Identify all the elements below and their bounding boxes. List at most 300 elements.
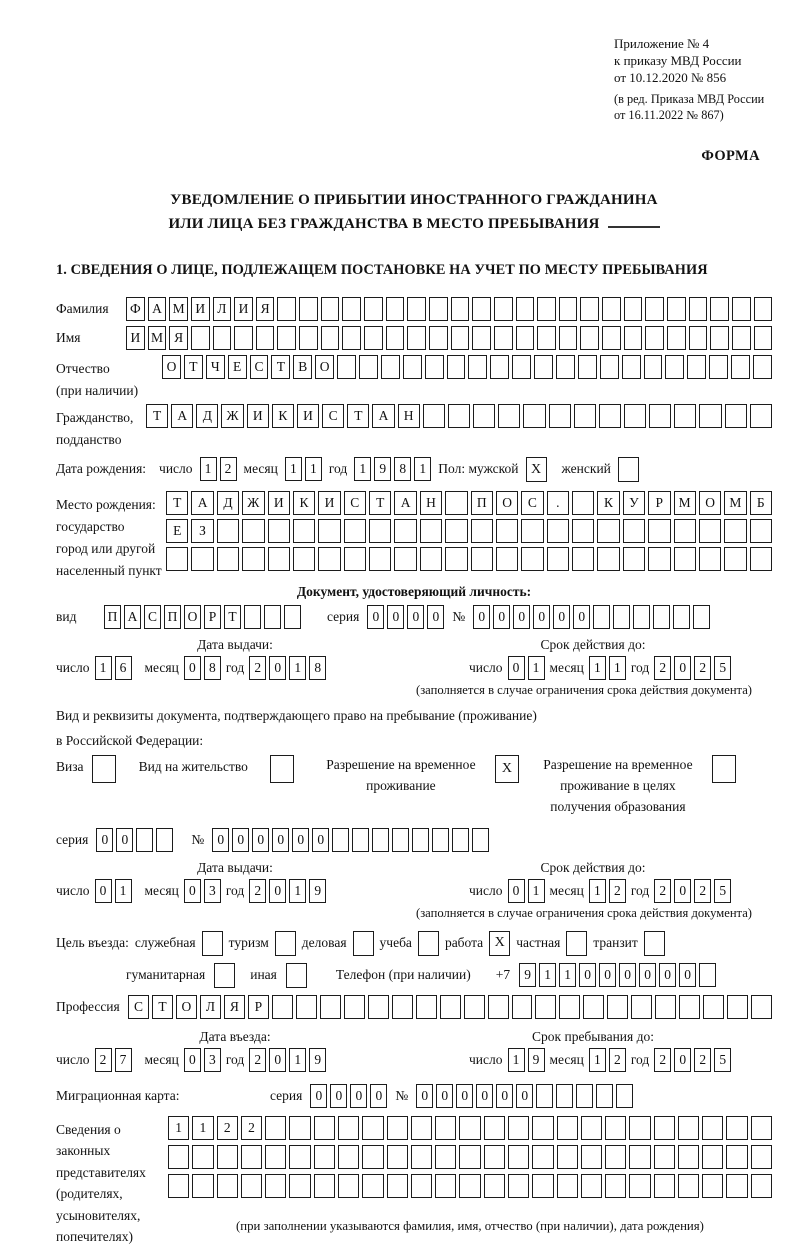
- purpose-business-checkbox[interactable]: [202, 931, 223, 956]
- char-cell[interactable]: [583, 995, 604, 1019]
- char-cell[interactable]: [213, 326, 232, 350]
- char-cell[interactable]: 0: [350, 1084, 367, 1108]
- char-cell[interactable]: [407, 326, 426, 350]
- char-cell[interactable]: 2: [654, 879, 671, 903]
- char-cell[interactable]: [556, 355, 575, 379]
- char-cell[interactable]: 0: [310, 1084, 327, 1108]
- char-cell[interactable]: 7: [115, 1048, 132, 1072]
- char-cell[interactable]: О: [496, 491, 518, 515]
- char-cell[interactable]: 0: [659, 963, 676, 987]
- char-cell[interactable]: [277, 297, 296, 321]
- char-cell[interactable]: [314, 1116, 335, 1140]
- char-cell[interactable]: Т: [369, 491, 391, 515]
- char-cell[interactable]: [616, 1084, 633, 1108]
- char-cell[interactable]: 2: [609, 879, 626, 903]
- purpose-private-checkbox[interactable]: [566, 931, 587, 956]
- char-cell[interactable]: [750, 519, 772, 543]
- char-cell[interactable]: [318, 547, 340, 571]
- char-cell[interactable]: [532, 1116, 553, 1140]
- char-cell[interactable]: И: [297, 404, 319, 428]
- char-cell[interactable]: 9: [309, 1048, 326, 1072]
- char-cell[interactable]: [136, 828, 153, 852]
- char-cell[interactable]: [655, 995, 676, 1019]
- char-cell[interactable]: [732, 326, 751, 350]
- char-cell[interactable]: 0: [619, 963, 636, 987]
- char-cell[interactable]: 2: [609, 1048, 626, 1072]
- char-cell[interactable]: М: [148, 326, 167, 350]
- char-cell[interactable]: [674, 519, 696, 543]
- char-cell[interactable]: [362, 1116, 383, 1140]
- char-cell[interactable]: [724, 519, 746, 543]
- char-cell[interactable]: Б: [750, 491, 772, 515]
- char-cell[interactable]: 0: [269, 656, 286, 680]
- char-cell[interactable]: 0: [496, 1084, 513, 1108]
- char-cell[interactable]: [289, 1116, 310, 1140]
- char-cell[interactable]: [751, 1145, 772, 1169]
- char-cell[interactable]: [580, 326, 599, 350]
- char-cell[interactable]: 0: [579, 963, 596, 987]
- char-cell[interactable]: [559, 326, 578, 350]
- char-cell[interactable]: [521, 547, 543, 571]
- char-cell[interactable]: [265, 1116, 286, 1140]
- rvp-education-checkbox[interactable]: [712, 755, 736, 783]
- char-cell[interactable]: 2: [249, 1048, 266, 1072]
- char-cell[interactable]: [726, 1116, 747, 1140]
- char-cell[interactable]: [559, 995, 580, 1019]
- char-cell[interactable]: Я: [224, 995, 245, 1019]
- char-cell[interactable]: [622, 355, 641, 379]
- char-cell[interactable]: 0: [427, 605, 444, 629]
- char-cell[interactable]: [359, 355, 378, 379]
- char-cell[interactable]: [572, 491, 594, 515]
- char-cell[interactable]: Я: [169, 326, 188, 350]
- char-cell[interactable]: [512, 995, 533, 1019]
- char-cell[interactable]: А: [148, 297, 167, 321]
- char-cell[interactable]: [572, 519, 594, 543]
- char-cell[interactable]: О: [184, 605, 201, 629]
- char-cell[interactable]: [293, 547, 315, 571]
- char-cell[interactable]: [674, 547, 696, 571]
- char-cell[interactable]: [516, 326, 535, 350]
- char-cell[interactable]: [234, 326, 253, 350]
- char-cell[interactable]: И: [126, 326, 145, 350]
- char-cell[interactable]: [484, 1145, 505, 1169]
- char-cell[interactable]: [644, 355, 663, 379]
- char-cell[interactable]: [447, 355, 466, 379]
- char-cell[interactable]: [265, 1145, 286, 1169]
- char-cell[interactable]: [459, 1174, 480, 1198]
- char-cell[interactable]: 1: [115, 879, 132, 903]
- char-cell[interactable]: [472, 326, 491, 350]
- char-cell[interactable]: [572, 547, 594, 571]
- char-cell[interactable]: [445, 547, 467, 571]
- char-cell[interactable]: [416, 995, 437, 1019]
- char-cell[interactable]: [338, 1174, 359, 1198]
- char-cell[interactable]: [508, 1116, 529, 1140]
- char-cell[interactable]: Т: [166, 491, 188, 515]
- char-cell[interactable]: [494, 326, 513, 350]
- char-cell[interactable]: [667, 297, 686, 321]
- char-cell[interactable]: [648, 547, 670, 571]
- char-cell[interactable]: 1: [305, 457, 322, 481]
- char-cell[interactable]: 2: [654, 656, 671, 680]
- char-cell[interactable]: 1: [609, 656, 626, 680]
- char-cell[interactable]: Т: [152, 995, 173, 1019]
- char-cell[interactable]: [549, 404, 571, 428]
- char-cell[interactable]: С: [128, 995, 149, 1019]
- char-cell[interactable]: [472, 297, 491, 321]
- rvp-checkbox[interactable]: X: [495, 755, 519, 783]
- char-cell[interactable]: П: [164, 605, 181, 629]
- char-cell[interactable]: [678, 1145, 699, 1169]
- char-cell[interactable]: 0: [330, 1084, 347, 1108]
- char-cell[interactable]: [217, 519, 239, 543]
- purpose-other-checkbox[interactable]: [286, 963, 307, 988]
- char-cell[interactable]: Л: [213, 297, 232, 321]
- char-cell[interactable]: [624, 404, 646, 428]
- char-cell[interactable]: [381, 355, 400, 379]
- char-cell[interactable]: [191, 547, 213, 571]
- char-cell[interactable]: Ж: [242, 491, 264, 515]
- char-cell[interactable]: [654, 1145, 675, 1169]
- char-cell[interactable]: 1: [192, 1116, 213, 1140]
- char-cell[interactable]: А: [124, 605, 141, 629]
- char-cell[interactable]: [168, 1145, 189, 1169]
- char-cell[interactable]: 0: [599, 963, 616, 987]
- char-cell[interactable]: [623, 547, 645, 571]
- char-cell[interactable]: 0: [184, 879, 201, 903]
- char-cell[interactable]: [412, 828, 429, 852]
- char-cell[interactable]: [607, 995, 628, 1019]
- char-cell[interactable]: [725, 404, 747, 428]
- char-cell[interactable]: 0: [407, 605, 424, 629]
- char-cell[interactable]: [702, 1145, 723, 1169]
- char-cell[interactable]: [272, 995, 293, 1019]
- char-cell[interactable]: [559, 297, 578, 321]
- char-cell[interactable]: [352, 828, 369, 852]
- char-cell[interactable]: [727, 995, 748, 1019]
- char-cell[interactable]: 0: [456, 1084, 473, 1108]
- char-cell[interactable]: 8: [394, 457, 411, 481]
- char-cell[interactable]: [217, 1174, 238, 1198]
- char-cell[interactable]: 0: [292, 828, 309, 852]
- char-cell[interactable]: 3: [204, 879, 221, 903]
- char-cell[interactable]: 0: [516, 1084, 533, 1108]
- residence-permit-checkbox[interactable]: [270, 755, 294, 783]
- char-cell[interactable]: [299, 297, 318, 321]
- char-cell[interactable]: [600, 355, 619, 379]
- char-cell[interactable]: Т: [224, 605, 241, 629]
- char-cell[interactable]: [629, 1174, 650, 1198]
- char-cell[interactable]: [471, 519, 493, 543]
- char-cell[interactable]: О: [699, 491, 721, 515]
- char-cell[interactable]: Л: [200, 995, 221, 1019]
- visa-checkbox[interactable]: [92, 755, 116, 783]
- char-cell[interactable]: [702, 1174, 723, 1198]
- char-cell[interactable]: [508, 1145, 529, 1169]
- char-cell[interactable]: [342, 297, 361, 321]
- char-cell[interactable]: [693, 605, 710, 629]
- char-cell[interactable]: [498, 404, 520, 428]
- char-cell[interactable]: [387, 1116, 408, 1140]
- char-cell[interactable]: 1: [528, 656, 545, 680]
- char-cell[interactable]: [241, 1145, 262, 1169]
- char-cell[interactable]: [344, 547, 366, 571]
- char-cell[interactable]: Я: [256, 297, 275, 321]
- char-cell[interactable]: [699, 404, 721, 428]
- char-cell[interactable]: О: [162, 355, 181, 379]
- char-cell[interactable]: [265, 1174, 286, 1198]
- char-cell[interactable]: [277, 326, 296, 350]
- char-cell[interactable]: А: [191, 491, 213, 515]
- char-cell[interactable]: 0: [493, 605, 510, 629]
- char-cell[interactable]: [581, 1145, 602, 1169]
- char-cell[interactable]: [702, 1116, 723, 1140]
- char-cell[interactable]: .: [547, 491, 569, 515]
- char-cell[interactable]: 1: [528, 879, 545, 903]
- char-cell[interactable]: [532, 1145, 553, 1169]
- sex-male-checkbox[interactable]: X: [526, 457, 547, 482]
- char-cell[interactable]: [654, 1116, 675, 1140]
- char-cell[interactable]: Д: [196, 404, 218, 428]
- char-cell[interactable]: 0: [116, 828, 133, 852]
- char-cell[interactable]: [581, 1116, 602, 1140]
- char-cell[interactable]: [445, 491, 467, 515]
- char-cell[interactable]: В: [293, 355, 312, 379]
- char-cell[interactable]: [602, 297, 621, 321]
- char-cell[interactable]: [293, 519, 315, 543]
- char-cell[interactable]: [344, 995, 365, 1019]
- char-cell[interactable]: Р: [248, 995, 269, 1019]
- purpose-commercial-checkbox[interactable]: [353, 931, 374, 956]
- char-cell[interactable]: [496, 547, 518, 571]
- char-cell[interactable]: [318, 519, 340, 543]
- char-cell[interactable]: 1: [589, 656, 606, 680]
- char-cell[interactable]: [581, 1174, 602, 1198]
- char-cell[interactable]: [576, 1084, 593, 1108]
- char-cell[interactable]: [653, 605, 670, 629]
- char-cell[interactable]: 1: [539, 963, 556, 987]
- char-cell[interactable]: 0: [573, 605, 590, 629]
- char-cell[interactable]: [394, 519, 416, 543]
- purpose-study-checkbox[interactable]: [418, 931, 439, 956]
- char-cell[interactable]: 1: [354, 457, 371, 481]
- char-cell[interactable]: [596, 1084, 613, 1108]
- char-cell[interactable]: [321, 297, 340, 321]
- char-cell[interactable]: [537, 297, 556, 321]
- char-cell[interactable]: 0: [232, 828, 249, 852]
- char-cell[interactable]: [649, 404, 671, 428]
- char-cell[interactable]: [699, 547, 721, 571]
- char-cell[interactable]: 2: [217, 1116, 238, 1140]
- char-cell[interactable]: 1: [589, 1048, 606, 1072]
- char-cell[interactable]: Ф: [126, 297, 145, 321]
- char-cell[interactable]: [242, 519, 264, 543]
- char-cell[interactable]: С: [521, 491, 543, 515]
- char-cell[interactable]: И: [191, 297, 210, 321]
- char-cell[interactable]: [535, 995, 556, 1019]
- char-cell[interactable]: [496, 519, 518, 543]
- char-cell[interactable]: [268, 547, 290, 571]
- char-cell[interactable]: [709, 355, 728, 379]
- char-cell[interactable]: 0: [95, 879, 112, 903]
- char-cell[interactable]: 1: [95, 656, 112, 680]
- char-cell[interactable]: [624, 297, 643, 321]
- char-cell[interactable]: [710, 297, 729, 321]
- char-cell[interactable]: 1: [414, 457, 431, 481]
- char-cell[interactable]: [731, 355, 750, 379]
- char-cell[interactable]: [268, 519, 290, 543]
- char-cell[interactable]: [645, 326, 664, 350]
- char-cell[interactable]: 0: [387, 605, 404, 629]
- char-cell[interactable]: 2: [241, 1116, 262, 1140]
- char-cell[interactable]: 9: [374, 457, 391, 481]
- char-cell[interactable]: [613, 605, 630, 629]
- char-cell[interactable]: 1: [289, 656, 306, 680]
- char-cell[interactable]: [629, 1116, 650, 1140]
- char-cell[interactable]: 9: [519, 963, 536, 987]
- char-cell[interactable]: [332, 828, 349, 852]
- char-cell[interactable]: [386, 297, 405, 321]
- char-cell[interactable]: [732, 297, 751, 321]
- char-cell[interactable]: [547, 547, 569, 571]
- char-cell[interactable]: [264, 605, 281, 629]
- char-cell[interactable]: [362, 1145, 383, 1169]
- char-cell[interactable]: [667, 326, 686, 350]
- char-cell[interactable]: Е: [228, 355, 247, 379]
- char-cell[interactable]: [369, 519, 391, 543]
- char-cell[interactable]: Т: [347, 404, 369, 428]
- char-cell[interactable]: М: [169, 297, 188, 321]
- char-cell[interactable]: [289, 1174, 310, 1198]
- char-cell[interactable]: [753, 355, 772, 379]
- char-cell[interactable]: [342, 326, 361, 350]
- char-cell[interactable]: [557, 1116, 578, 1140]
- char-cell[interactable]: [557, 1145, 578, 1169]
- char-cell[interactable]: [724, 547, 746, 571]
- char-cell[interactable]: [411, 1145, 432, 1169]
- char-cell[interactable]: [754, 326, 773, 350]
- purpose-humanitarian-checkbox[interactable]: [214, 963, 235, 988]
- char-cell[interactable]: 0: [269, 1048, 286, 1072]
- char-cell[interactable]: [435, 1174, 456, 1198]
- char-cell[interactable]: [369, 547, 391, 571]
- char-cell[interactable]: [751, 995, 772, 1019]
- char-cell[interactable]: [368, 995, 389, 1019]
- char-cell[interactable]: Д: [217, 491, 239, 515]
- char-cell[interactable]: [407, 297, 426, 321]
- char-cell[interactable]: [472, 828, 489, 852]
- char-cell[interactable]: [488, 995, 509, 1019]
- char-cell[interactable]: 0: [272, 828, 289, 852]
- char-cell[interactable]: [459, 1116, 480, 1140]
- char-cell[interactable]: [192, 1174, 213, 1198]
- char-cell[interactable]: [678, 1174, 699, 1198]
- char-cell[interactable]: [364, 326, 383, 350]
- char-cell[interactable]: [166, 547, 188, 571]
- char-cell[interactable]: [451, 297, 470, 321]
- char-cell[interactable]: К: [597, 491, 619, 515]
- char-cell[interactable]: [751, 1116, 772, 1140]
- char-cell[interactable]: 0: [476, 1084, 493, 1108]
- char-cell[interactable]: [168, 1174, 189, 1198]
- char-cell[interactable]: [192, 1145, 213, 1169]
- char-cell[interactable]: [673, 605, 690, 629]
- char-cell[interactable]: К: [272, 404, 294, 428]
- char-cell[interactable]: Н: [398, 404, 420, 428]
- char-cell[interactable]: [490, 355, 509, 379]
- char-cell[interactable]: [445, 519, 467, 543]
- char-cell[interactable]: [217, 547, 239, 571]
- char-cell[interactable]: 0: [184, 656, 201, 680]
- char-cell[interactable]: 1: [508, 1048, 525, 1072]
- char-cell[interactable]: Е: [166, 519, 188, 543]
- char-cell[interactable]: [556, 1084, 573, 1108]
- char-cell[interactable]: О: [176, 995, 197, 1019]
- char-cell[interactable]: 2: [694, 1048, 711, 1072]
- char-cell[interactable]: 1: [168, 1116, 189, 1140]
- char-cell[interactable]: [599, 404, 621, 428]
- char-cell[interactable]: 1: [589, 879, 606, 903]
- char-cell[interactable]: [523, 404, 545, 428]
- char-cell[interactable]: 0: [473, 605, 490, 629]
- char-cell[interactable]: [425, 355, 444, 379]
- char-cell[interactable]: 0: [508, 656, 525, 680]
- char-cell[interactable]: [156, 828, 173, 852]
- char-cell[interactable]: 0: [639, 963, 656, 987]
- char-cell[interactable]: [494, 297, 513, 321]
- char-cell[interactable]: [703, 995, 724, 1019]
- char-cell[interactable]: [314, 1145, 335, 1169]
- char-cell[interactable]: С: [344, 491, 366, 515]
- char-cell[interactable]: 0: [508, 879, 525, 903]
- char-cell[interactable]: М: [724, 491, 746, 515]
- char-cell[interactable]: Н: [420, 491, 442, 515]
- char-cell[interactable]: [314, 1174, 335, 1198]
- char-cell[interactable]: [338, 1145, 359, 1169]
- char-cell[interactable]: 2: [95, 1048, 112, 1072]
- char-cell[interactable]: 2: [694, 656, 711, 680]
- char-cell[interactable]: И: [318, 491, 340, 515]
- char-cell[interactable]: [574, 404, 596, 428]
- char-cell[interactable]: [464, 995, 485, 1019]
- char-cell[interactable]: [654, 1174, 675, 1198]
- char-cell[interactable]: [516, 297, 535, 321]
- char-cell[interactable]: [191, 326, 210, 350]
- char-cell[interactable]: [597, 547, 619, 571]
- char-cell[interactable]: 0: [436, 1084, 453, 1108]
- char-cell[interactable]: [689, 297, 708, 321]
- char-cell[interactable]: [710, 326, 729, 350]
- char-cell[interactable]: 8: [309, 656, 326, 680]
- char-cell[interactable]: 0: [513, 605, 530, 629]
- char-cell[interactable]: [344, 519, 366, 543]
- char-cell[interactable]: [392, 828, 409, 852]
- char-cell[interactable]: 0: [533, 605, 550, 629]
- char-cell[interactable]: [521, 519, 543, 543]
- char-cell[interactable]: 0: [212, 828, 229, 852]
- char-cell[interactable]: [411, 1116, 432, 1140]
- char-cell[interactable]: [605, 1145, 626, 1169]
- char-cell[interactable]: [750, 404, 772, 428]
- char-cell[interactable]: [420, 519, 442, 543]
- char-cell[interactable]: [534, 355, 553, 379]
- char-cell[interactable]: [321, 326, 340, 350]
- char-cell[interactable]: [256, 326, 275, 350]
- char-cell[interactable]: [679, 995, 700, 1019]
- char-cell[interactable]: [468, 355, 487, 379]
- char-cell[interactable]: [241, 1174, 262, 1198]
